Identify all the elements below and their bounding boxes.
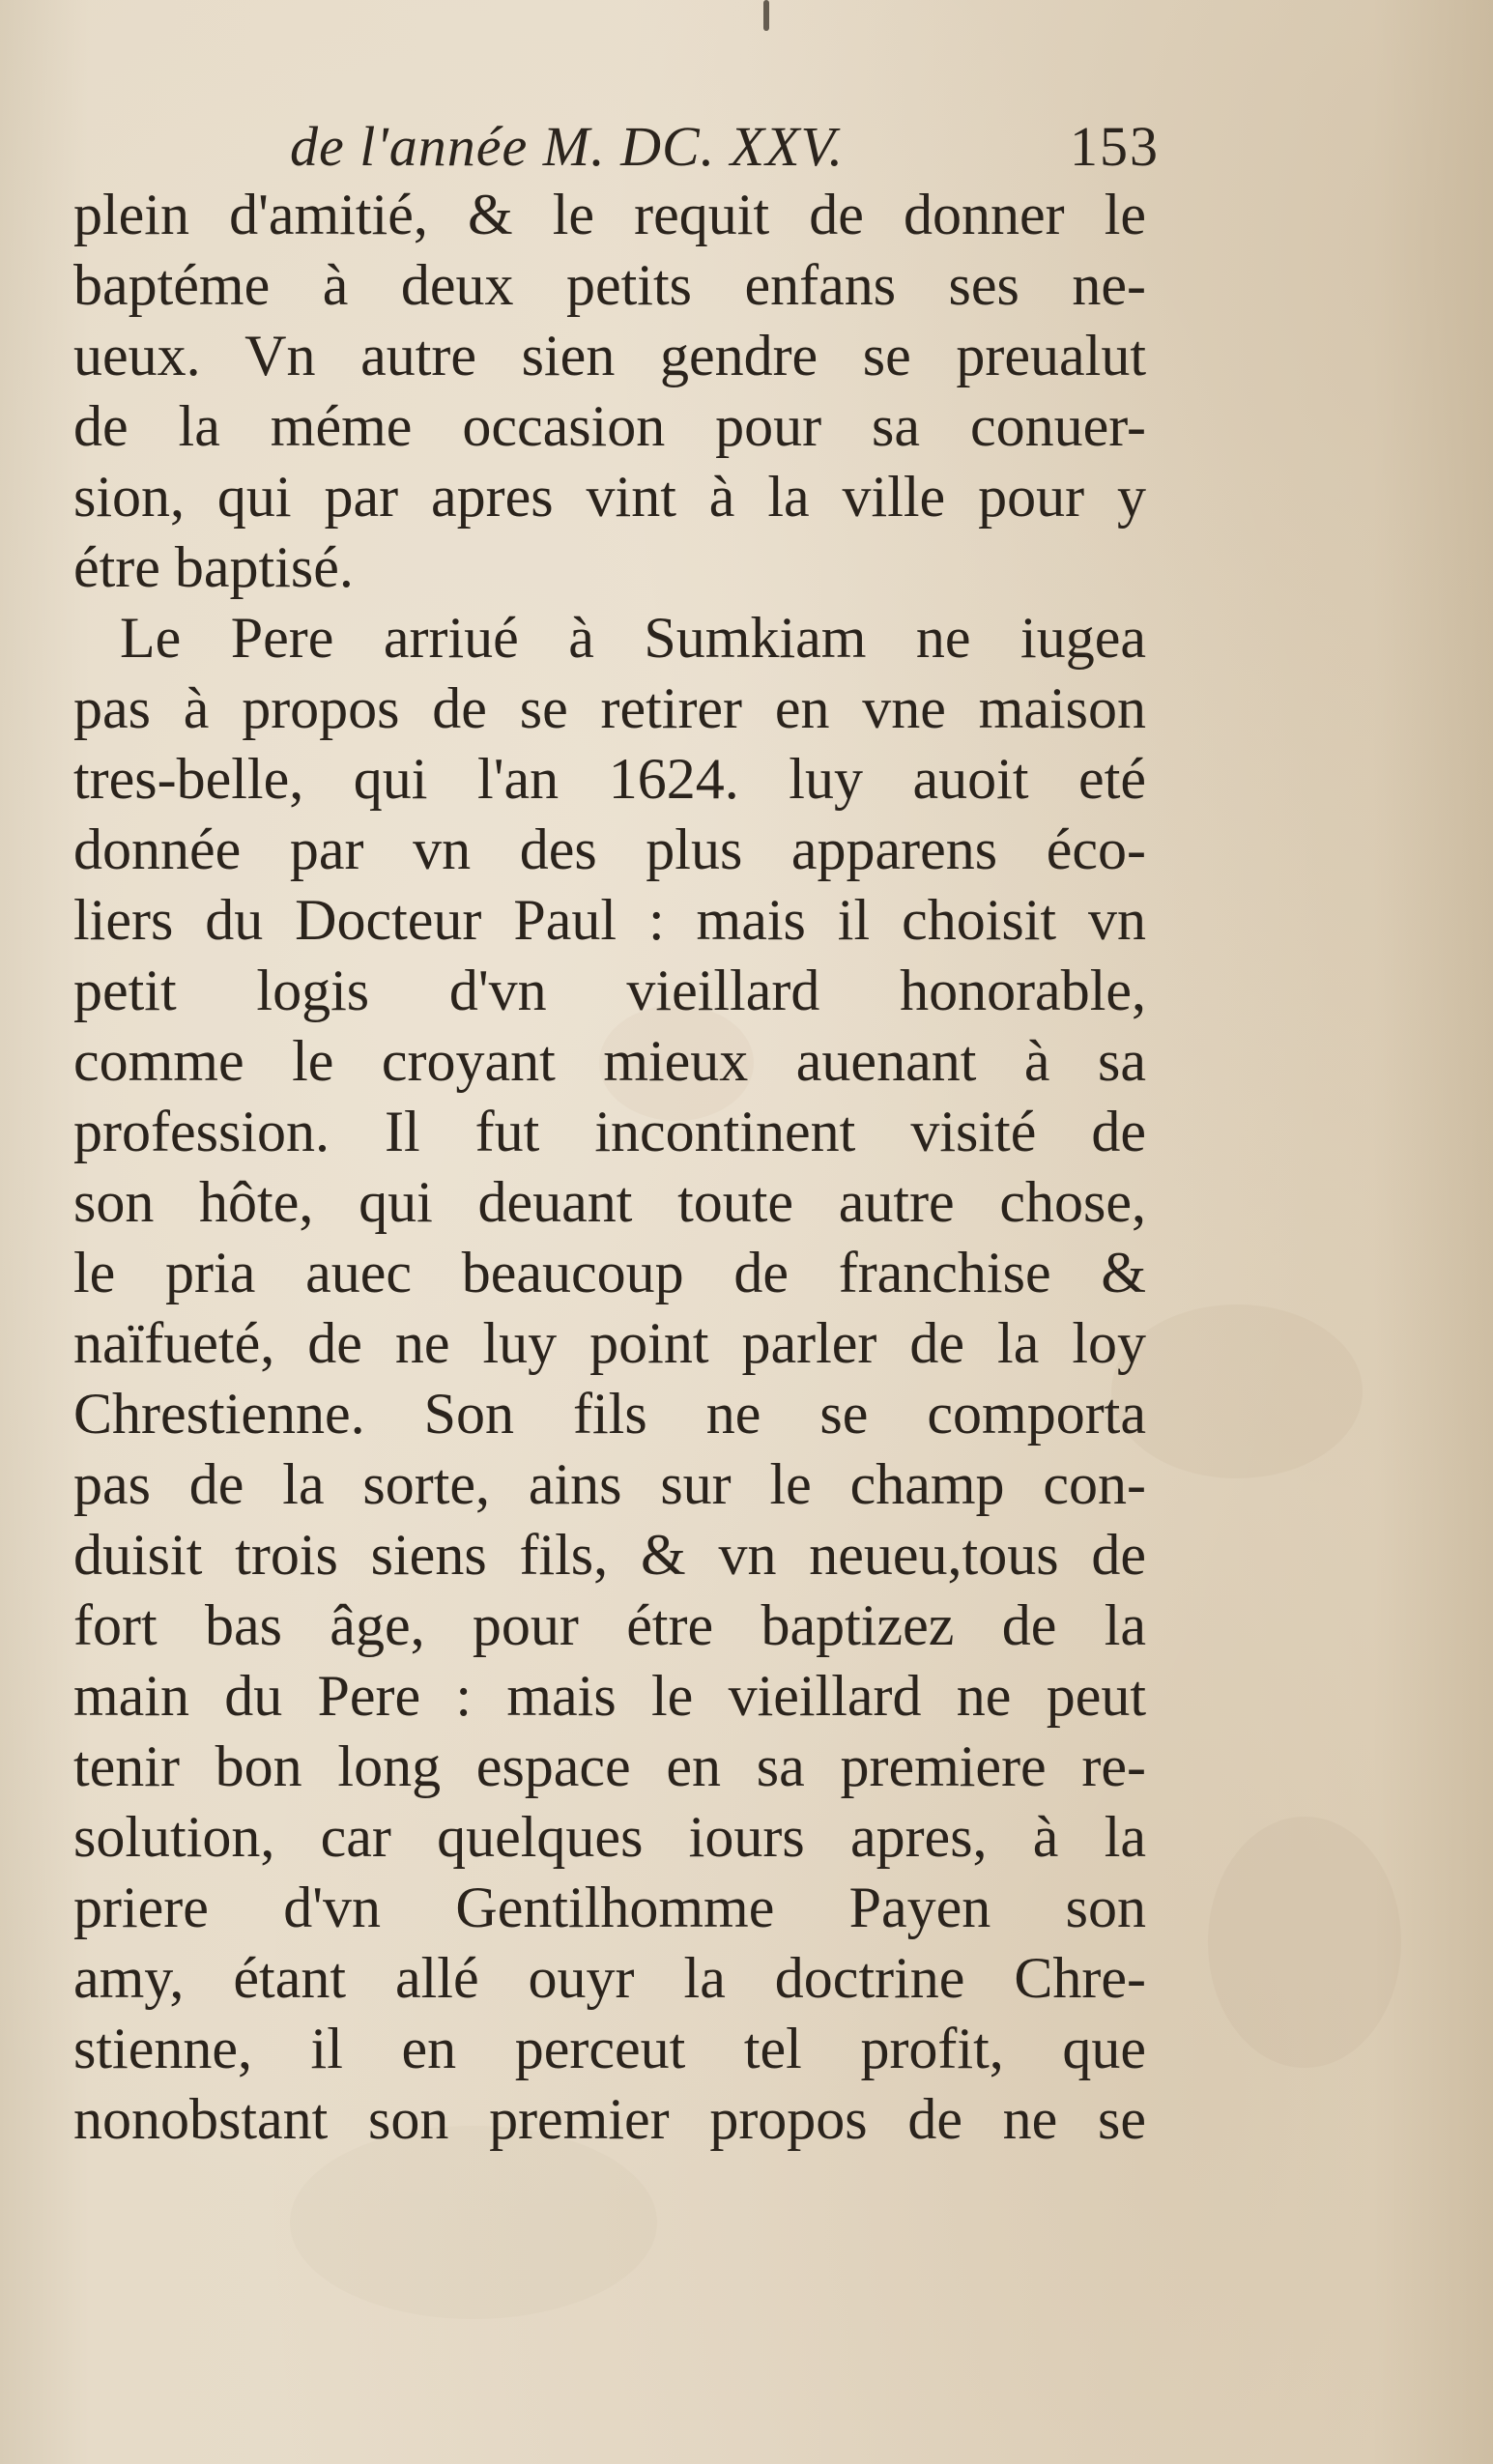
text-line: solution, car quelques iours apres, à la bbox=[73, 1805, 1146, 1869]
ink-mark bbox=[763, 0, 769, 31]
text-line: priere d'vn Gentilhomme Payen son bbox=[73, 1876, 1146, 1939]
text-line: tres-belle, qui l'an 1624. luy auoit eté bbox=[73, 747, 1146, 811]
text-line: pas de la sorte, ains sur le champ con- bbox=[73, 1452, 1146, 1516]
text-line: liers du Docteur Paul : mais il choisit vn bbox=[73, 888, 1146, 952]
text-line: amy, étant allé ouyr la doctrine Chre- bbox=[73, 1946, 1146, 2010]
text-line: nonobstant son premier propos de ne se bbox=[73, 2087, 1146, 2151]
text-line: petit logis d'vn vieillard honorable, bbox=[73, 959, 1146, 1022]
text-line: comme le croyant mieux auenant à sa bbox=[73, 1029, 1146, 1093]
text-line: fort bas âge, pour étre baptizez de la bbox=[73, 1593, 1146, 1657]
text-line: son hôte, qui deuant toute autre chose, bbox=[73, 1170, 1146, 1234]
text-line: tenir bon long espace en sa premiere re- bbox=[73, 1734, 1146, 1798]
paper-stain bbox=[290, 2126, 657, 2319]
page-header bbox=[290, 108, 1160, 186]
text-line: naïfueté, de ne luy point parler de la loy bbox=[73, 1311, 1146, 1375]
text-line: duisit trois siens fils, & vn neueu,tous de bbox=[73, 1523, 1146, 1587]
text-line: de la méme occasion pour sa conuer- bbox=[73, 394, 1146, 458]
page-number: 153 bbox=[1070, 115, 1160, 178]
paper-stain bbox=[1208, 1817, 1401, 2068]
text-line: plein d'amitié, & le requit de donner le bbox=[73, 183, 1146, 246]
text-line: Le Pere arriué à Sumkiam ne iugea bbox=[120, 606, 1146, 670]
text-line: étre baptisé. bbox=[73, 535, 354, 599]
text-line: le pria auec beaucoup de franchise & bbox=[73, 1241, 1146, 1304]
text-line: profession. Il fut incontinent visité de bbox=[73, 1100, 1146, 1163]
text-line: main du Pere : mais le vieillard ne peut bbox=[73, 1664, 1146, 1728]
text-line: ueux. Vn autre sien gendre se preualut bbox=[73, 324, 1146, 387]
body-text bbox=[73, 180, 1146, 2155]
text-line: sion, qui par apres vint à la ville pour y bbox=[73, 465, 1146, 529]
text-line: donnée par vn des plus apparens éco- bbox=[73, 817, 1146, 881]
text-line: Chrestienne. Son fils ne se comporta bbox=[73, 1382, 1146, 1446]
text-line: stienne, il en perceut tel profit, que bbox=[73, 2017, 1146, 2080]
running-head: de l'année M. DC. XXV. bbox=[290, 115, 844, 178]
text-line: baptéme à deux petits enfans ses ne- bbox=[73, 253, 1146, 317]
text-line: pas à propos de se retirer en vne maison bbox=[73, 676, 1146, 740]
paper-stain bbox=[1111, 1304, 1363, 1478]
